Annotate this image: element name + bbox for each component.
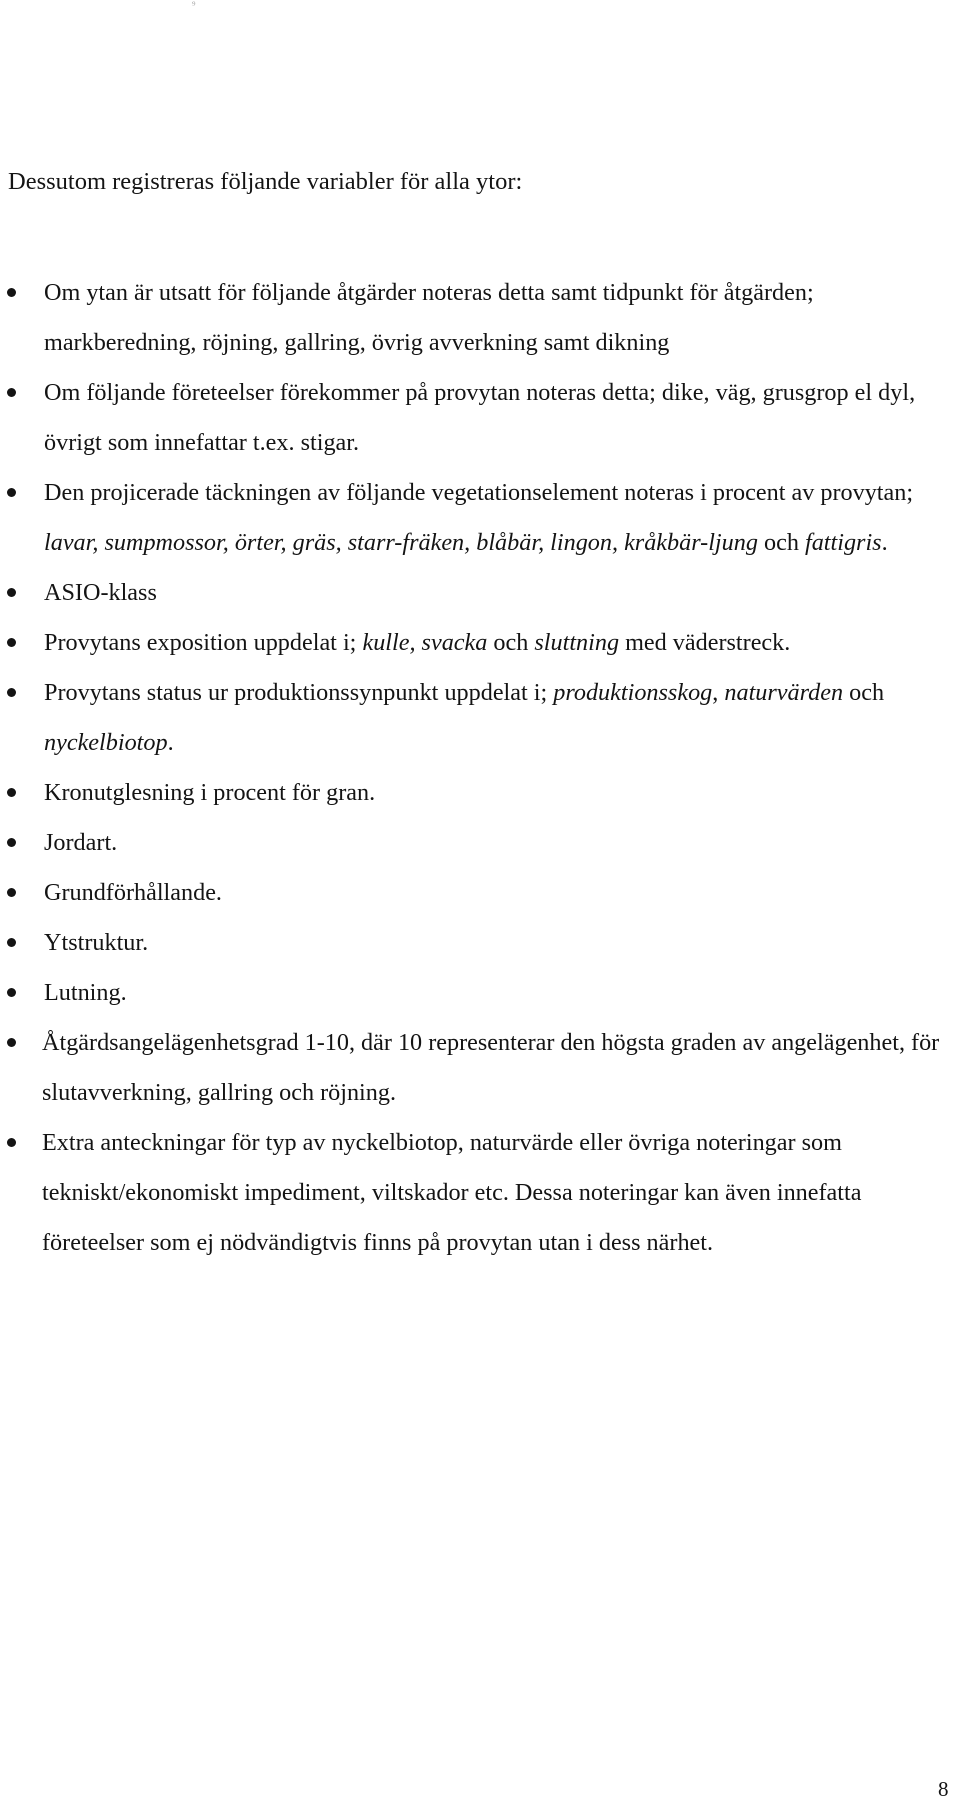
list-item-jordart [0,818,950,868]
list-item-text: ASIO-klass [44,579,157,606]
separator: , [712,679,725,706]
list-item-text: Åtgärdsangelägenhetsgrad 1-10, där 10 representerar den högsta graden av angelägenhet, för slutavverkning, gallring och röjning. [42,1029,940,1106]
list-item-exposition [0,618,950,668]
list-item-text: Den projicerade täckningen av följande vegetationselement noteras i procent av provytan; [44,479,914,506]
bullet-icon [7,688,16,697]
list-item-asio [0,568,950,618]
bullet-icon [7,388,16,397]
bullet-icon [7,1038,16,1047]
list-item-grundforhallande [0,868,950,918]
bullet-icon [7,888,16,897]
list-item-ytstruktur [0,918,950,968]
list-item-atgardsangelagenhet [0,1018,950,1118]
list-item-text: Provytans status ur produktionssynpunkt uppdelat i; [44,679,554,706]
bullet-icon [7,838,16,847]
conjunction: och [843,679,885,706]
conjunction: och [757,529,805,556]
status-naturvarden: naturvärden [724,679,844,706]
list-item-text: Kronutglesning i procent för gran. [44,779,376,806]
bullet-icon [7,788,16,797]
intro-paragraph: Dessutom registreras följande variabler för alla ytor: [8,168,523,195]
list-item-text: Provytans exposition uppdelat i; [44,629,363,656]
bullet-icon [7,1138,16,1147]
list-item-lutning [0,968,950,1018]
page-number: 8 [938,1777,949,1801]
list-item-kronutglesning [0,768,950,818]
list-item-text: Lutning. [44,979,127,1006]
variable-list [0,268,950,1268]
conjunction: och [487,629,535,656]
bullet-icon [7,938,16,947]
list-item-text: Extra anteckningar för typ av nyckelbiotop, naturvärde eller övriga noteringar som tekniskt/ekonomiskt impediment, viltskador etc. Dessa noteringar kan även innefatta företeelser som ej nödvändigtvis finns på provytan utan i dess närhet. [42,1129,862,1256]
punctuation: . [881,529,888,556]
bullet-icon [7,588,16,597]
list-item-text-end: med väderstreck. [619,629,791,656]
list-item-text: Ytstruktur. [44,929,149,956]
status-produktionsskog: produktionsskog [553,679,713,706]
list-item-text: Om följande företeelser förekommer på provytan noteras detta; dike, väg, grusgrop el dyl, övrigt som innefattar t.ex. stigar. [44,379,916,456]
punctuation: . [167,729,174,756]
list-item-status [0,668,950,768]
list-item-text: Jordart. [44,829,118,856]
bullet-icon [7,638,16,647]
exposition-types: kulle, svacka [362,629,488,656]
list-item-extra-anteckningar [0,1118,950,1268]
list-item-vegetation [0,468,950,568]
list-item-text: Grundförhållande. [44,879,222,906]
exposition-type-sluttning: sluttning [534,629,620,656]
list-item-atgarder [0,268,950,368]
status-nyckelbiotop: nyckelbiotop [44,729,168,756]
list-item-text: Om ytan är utsatt för följande åtgärder noteras detta samt tidpunkt för åtgärden; markberedning, röjning, gallring, övrig avverkning samt dikning [44,279,814,356]
list-item-foreteelser [0,368,950,468]
scan-mark: ⁹ [192,0,196,11]
bullet-icon [7,988,16,997]
bullet-icon [7,488,16,497]
vegetation-type-fattigris: fattigris [804,529,882,556]
bullet-icon [7,288,16,297]
vegetation-types: lavar, sumpmossor, örter, gräs, starr-fräken, blåbär, lingon, kråkbär-ljung [44,529,758,556]
